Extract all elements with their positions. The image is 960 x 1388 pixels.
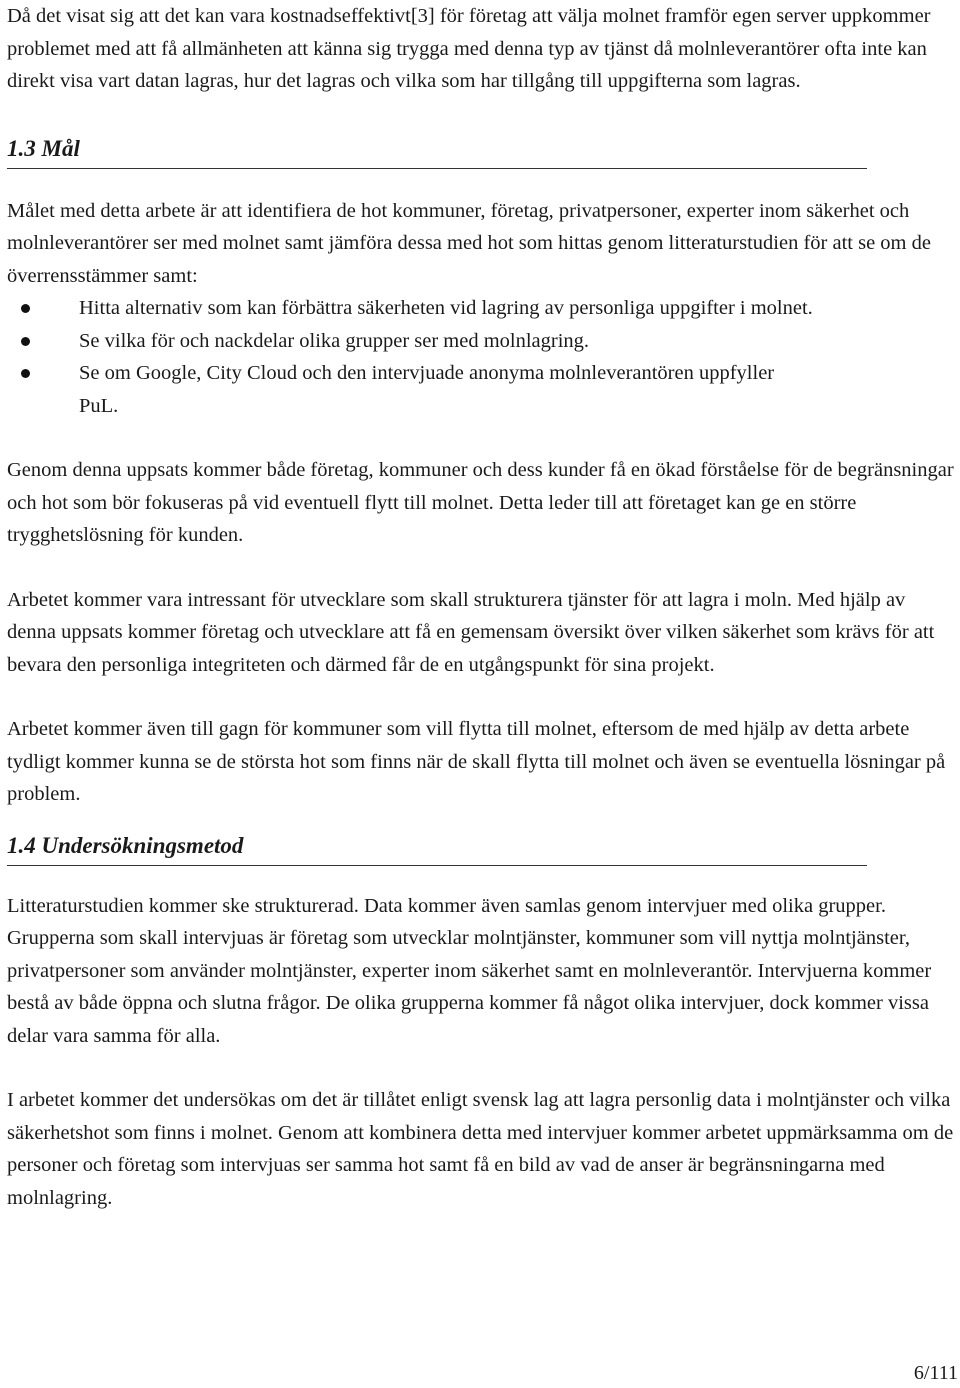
goal-bullet-list bbox=[7, 292, 957, 422]
bullet-icon bbox=[21, 337, 30, 346]
body-paragraph: Arbetet kommer även till gagn för kommuner som vill flytta till molnet, eftersom de med hjälp av detta arbete tydligt kommer kunna se de största hot som finns när de skall flytta till molnet och även se eventuella lösningar på problem. bbox=[7, 718, 946, 805]
section-title: 1.4 Undersökningsmetod bbox=[7, 832, 244, 858]
intro-paragraph: Då det visat sig att det kan vara kostnadseffektivt[3] för företag att välja molnet framför egen server uppkommer problemet med att få allmänheten att känna sig trygga med denna typ av tjänst då molnleverantörer ofta inte kan direkt visa vart datan lagras, hur det lagras och vilka som har tillgång till uppgifterna som lagras. bbox=[7, 5, 931, 92]
body-paragraph: Genom denna uppsats kommer både företag, kommuner och dess kunder få en ökad förståelse för de begränsningar och hot som bör fokuseras på vid eventuell flytt till molnet. Detta leder till att företaget kan ge en större trygghetslösning för kunden. bbox=[7, 459, 954, 546]
document-page bbox=[7, 0, 957, 1214]
bullet-icon bbox=[21, 369, 30, 378]
body-paragraph: Arbetet kommer vara intressant för utvecklare som skall strukturera tjänster för att lagra i moln. Med hjälp av denna uppsats kommer företag och utvecklare att få en gemensam översikt över vilken säkerhet som krävs för att bevara den personliga integriteten och därmed får de en utgångspunkt för sina projekt. bbox=[7, 588, 935, 676]
section-heading-1-3 bbox=[7, 134, 867, 169]
section-title: 1.3 Mål bbox=[7, 135, 80, 161]
list-item-text: Se om Google, City Cloud och den intervjuade anonyma molnleverantören uppfyller PuL. bbox=[79, 362, 775, 417]
goal-intro-paragraph: Målet med detta arbete är att identifiera de hot kommuner, företag, privatpersoner, experter inom säkerhet och molnleverantörer ser med molnet samt jämföra dessa med hot som hittas genom litteraturstudien för att se om de överrensstämmer samt: bbox=[7, 199, 931, 287]
list-item bbox=[7, 292, 957, 325]
list-item-text: Hitta alternativ som kan förbättra säkerheten vid lagring av personliga uppgifter i molnet. bbox=[79, 297, 813, 319]
section-heading-1-4 bbox=[7, 831, 867, 866]
list-item-text: Se vilka för och nackdelar olika grupper ser med molnlagring. bbox=[79, 329, 590, 352]
page-number: 6/111 bbox=[913, 1362, 958, 1384]
body-paragraph: Litteraturstudien kommer ske strukturerad. Data kommer även samlas genom intervjuer med olika grupper. Grupperna som skall intervjuas är företag som utvecklar molntjänster, kommuner som vill nyttja molntjänster, privatpersoner som använder molntjänster, experter inom säkerhet samt en molnleverantör. Intervjuerna kommer bestå av både öppna och slutna frågor. De olika grupperna kommer få något olika intervjuer, dock kommer vissa delar vara samma för alla. bbox=[7, 894, 932, 1047]
body-paragraph: I arbetet kommer det undersökas om det är tillåtet enligt svensk lag att lagra personlig data i molntjänster och vilka säkerhetshot som finns i molnet. Genom att kombinera detta med intervjuer kommer arbetet uppmärksamma om de personer och företag som intervjuas ser samma hot samt få en bild av vad de anser är begränsningarna med molnlagring. bbox=[7, 1089, 954, 1209]
list-item bbox=[7, 325, 957, 358]
list-item bbox=[7, 357, 957, 422]
bullet-icon bbox=[21, 304, 30, 313]
